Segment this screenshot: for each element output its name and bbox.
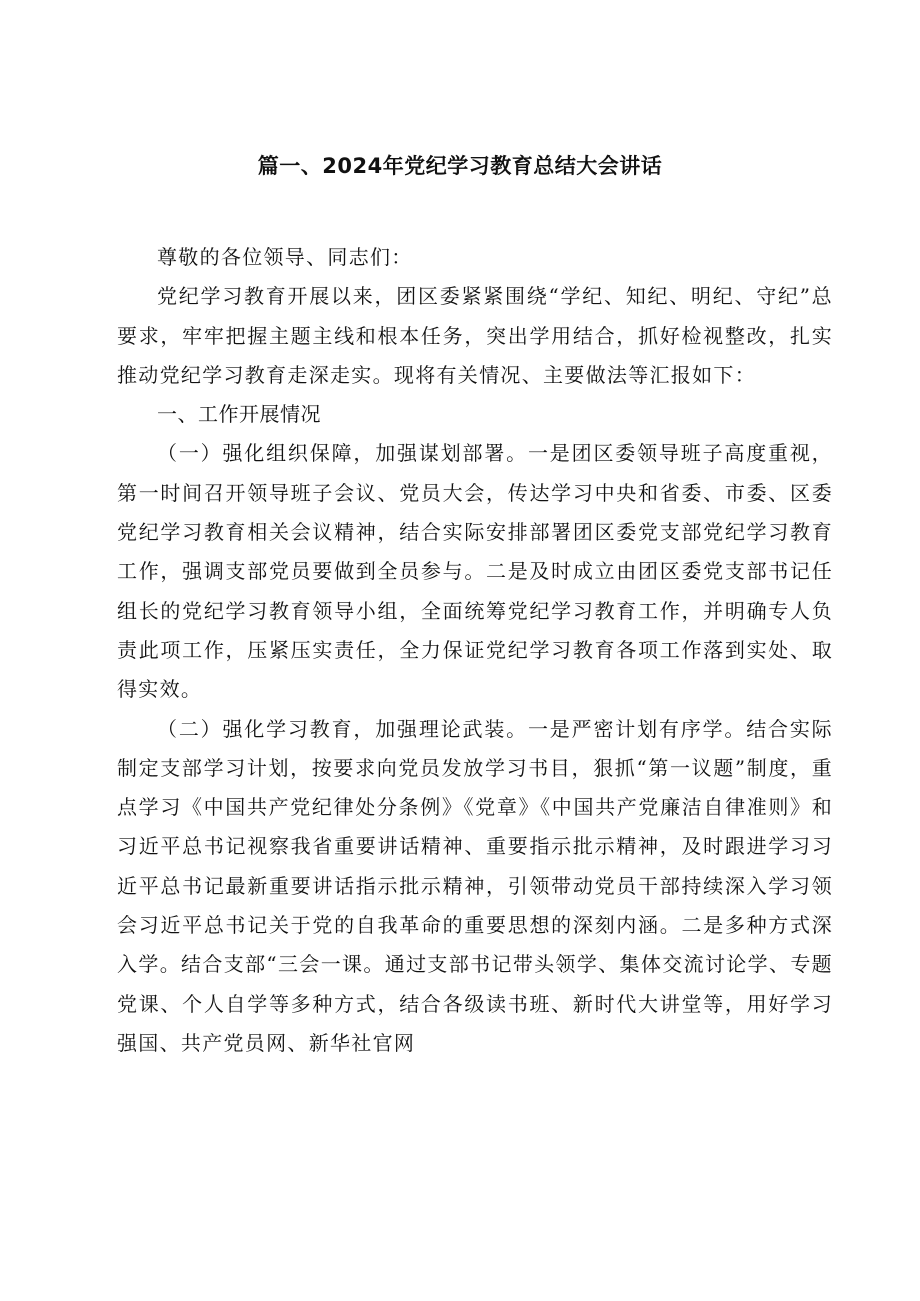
document-title: 篇一、2024年党纪学习教育总结大会讲话 [257,154,663,178]
paragraph-organization: （一）强化组织保障，加强谋划部署。一是团区委领导班子高度重视，第一时间召开领导班子会议、党员大会，传达学习中央和省委、市委、区委党纪学习教育相关会议精神，结合实际安排部署团区委党支部党纪学习教育工作，强调支部党员要做到全员参与。二是及时成立由团区委党支部书记任组长的党纪学习教育领导小组，全面统筹党纪学习教育工作，并明确专人负责此项工作，压紧压实责任，全力保证党纪学习教育各项工作落到实处、取得实效。 [117,441,833,702]
salutation: 尊敬的各位领导、同志们： [157,245,413,269]
paragraph-study: （二）强化学习教育，加强理论武装。一是严密计划有序学。结合实际制定支部学习计划，按要求向党员发放学习书目，狠抓“第一议题”制度，重点学习《中国共产党纪律处分条例》《党章》《中国共产党廉洁自律准则》和习近平总书记视察我省重要讲话精神、重要指示批示精神，及时跟进学习习近平总书记最新重要讲话指示批示精神，引领带动党员干部持续深入学习领会习近平总书记关于党的自我革命的重要思想的深刻内涵。二是多种方式深入学。结合支部“三会一课。通过支部书记带头领学、集体交流讨论学、专题党课、个人自学等多种方式，结合各级读书班、新时代大讲堂等，用好学习强国、共产党员网、新华社官网 [117,716,833,1055]
document-body [117,238,833,1063]
section-heading: 一、工作开展情况 [157,402,321,427]
intro-paragraph: 党纪学习教育开展以来，团区委紧紧围绕“学纪、知纪、明纪、守纪”总要求，牢牢把握主题主线和根本任务，突出学用结合，抓好检视整改，扎实推动党纪学习教育走深走实。现将有关情况、主要做法等汇报如下： [117,284,833,387]
